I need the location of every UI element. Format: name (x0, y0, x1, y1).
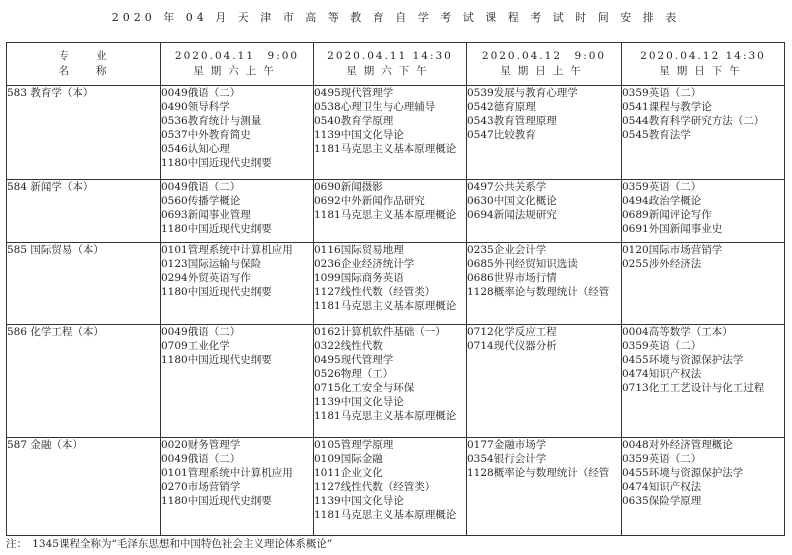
table-row (7, 180, 785, 243)
course-item: 1181马克思主义基本原理概论 (314, 410, 457, 422)
course-item: 1099国际商务英语 (314, 272, 404, 284)
course-item: 0049俄语（二） (161, 453, 241, 465)
course-item: 0690新闻摄影 (314, 181, 383, 193)
session-courses (467, 438, 622, 536)
course-item: 1127线性代数（经管类） (314, 481, 436, 493)
course-item: 0635保险学原理 (622, 495, 702, 507)
course-item: 0490领导科学 (161, 101, 230, 113)
session-weekday: 星期六下午 (346, 65, 434, 77)
session-header (161, 43, 314, 86)
exam-schedule-table (6, 42, 785, 536)
footnote: 注： 1345课程全称为“毛泽东思想和中国特色社会主义理论体系概论” (6, 538, 333, 550)
course-item: 1180中国近现代史纲要 (161, 286, 272, 298)
course-item: 0177金融市场学 (467, 439, 547, 451)
course-item: 0539发展与教育心理学 (467, 87, 578, 99)
course-item: 0694新闻法规研究 (467, 209, 557, 221)
course-item: 0048对外经济管理概论 (622, 439, 733, 451)
course-item: 0560传播学概论 (161, 195, 241, 207)
course-item: 0685外刊经贸知识选读 (467, 258, 578, 270)
major-name: 585 国际贸易（本） (7, 243, 161, 325)
course-item: 1139中国文化导论 (314, 396, 404, 408)
course-item: 0538心理卫生与心理辅导 (314, 101, 436, 113)
course-item: 0455环境与资源保护法学 (622, 467, 744, 479)
session-courses (467, 243, 622, 325)
session-courses (314, 438, 467, 536)
course-item: 0359英语（二） (622, 340, 702, 352)
course-item: 0693新闻事业管理 (161, 209, 251, 221)
course-item: 0116国际贸易地理 (314, 244, 404, 256)
course-item: 0270市场营销学 (161, 481, 241, 493)
course-item: 0547比较教育 (467, 129, 536, 141)
course-item: 0689新闻评论写作 (622, 209, 712, 221)
session-courses (467, 325, 622, 438)
course-item: 0497公共关系学 (467, 181, 547, 193)
course-item: 1128概率论与数理统计（经管 (467, 286, 610, 298)
course-item: 1011企业文化 (314, 467, 383, 479)
course-item: 0120国际市场营销学 (622, 244, 723, 256)
course-item: 0713化工工艺设计与化工过程 (622, 382, 765, 394)
session-courses (622, 86, 785, 180)
page-title: 2020 年 04 月 天 津 市 高 等 教 育 自 学 考 试 课 程 考 试 时 间 安 排 表 (111, 11, 681, 24)
header-row (7, 43, 785, 86)
major-header-bottom: 名 称 (58, 65, 109, 77)
session-courses (314, 325, 467, 438)
course-item: 0474知识产权法 (622, 481, 702, 493)
course-item: 0495现代管理学 (314, 87, 394, 99)
session-courses (161, 243, 314, 325)
course-item: 0709工业化学 (161, 340, 230, 352)
course-item: 1180中国近现代史纲要 (161, 354, 272, 366)
session-datetime: 2020.04.12 9:00 (481, 50, 607, 62)
session-courses (622, 243, 785, 325)
session-weekday: 星期日下午 (659, 65, 747, 77)
course-item: 0049俄语（二） (161, 87, 241, 99)
course-item: 0536教育统计与测量 (161, 115, 262, 127)
major-header (7, 43, 161, 86)
session-courses (161, 325, 314, 438)
course-item: 0236企业经济统计学 (314, 258, 415, 270)
course-item: 0162计算机软件基础（一） (314, 326, 446, 338)
course-item: 1181马克思主义基本原理概论 (314, 300, 457, 312)
course-item: 0359英语（二） (622, 87, 702, 99)
course-item: 0105管理学原理 (314, 439, 394, 451)
session-courses (467, 86, 622, 180)
course-item: 0544教育科学研究方法（二） (622, 115, 765, 127)
course-item: 1128概率论与数理统计（经管 (467, 467, 610, 479)
session-datetime: 2020.04.12 14:30 (640, 50, 766, 62)
course-item: 0101管理系统中计算机应用 (161, 244, 293, 256)
course-item: 1181马克思主义基本原理概论 (314, 509, 457, 521)
course-item: 0540教育学原理 (314, 115, 394, 127)
course-item: 0354银行会计学 (467, 453, 547, 465)
session-courses (314, 243, 467, 325)
session-header (467, 43, 622, 86)
session-courses (314, 86, 467, 180)
session-courses (161, 86, 314, 180)
course-item: 0455环境与资源保护法学 (622, 354, 744, 366)
course-item: 0542德育原理 (467, 101, 536, 113)
course-item: 0692中外新闻作品研究 (314, 195, 425, 207)
course-item: 0712化学反应工程 (467, 326, 557, 338)
table-row (7, 86, 785, 180)
session-courses (622, 325, 785, 438)
session-weekday: 星期六上午 (193, 65, 281, 77)
course-item: 0049俄语（二） (161, 326, 241, 338)
course-item: 1180中国近现代史纲要 (161, 157, 272, 169)
session-courses (622, 180, 785, 243)
session-courses (314, 180, 467, 243)
major-name: 587 金融（本） (7, 438, 161, 536)
course-item: 0537中外教育简史 (161, 129, 251, 141)
course-item: 0123国际运输与保险 (161, 258, 262, 270)
course-item: 0495现代管理学 (314, 354, 394, 366)
course-item: 0686世界市场行情 (467, 272, 557, 284)
major-name: 584 新闻学（本） (7, 180, 161, 243)
course-item: 0109国际金融 (314, 453, 383, 465)
course-item: 0691外国新闻事业史 (622, 223, 723, 235)
course-item: 0541课程与教学论 (622, 101, 712, 113)
course-item: 0494政治学概论 (622, 195, 702, 207)
session-courses (161, 438, 314, 536)
session-header (314, 43, 467, 86)
course-item: 0235企业会计学 (467, 244, 547, 256)
course-item: 0715化工安全与环保 (314, 382, 415, 394)
course-item: 0546认知心理 (161, 143, 230, 155)
course-item: 0543教育管理原理 (467, 115, 557, 127)
course-item: 0359英语（二） (622, 453, 702, 465)
course-item: 0020财务管理学 (161, 439, 241, 451)
session-weekday: 星期日上午 (500, 65, 588, 77)
course-item: 0294外贸英语写作 (161, 272, 251, 284)
course-item: 0255涉外经济法 (622, 258, 702, 270)
course-item: 1181马克思主义基本原理概论 (314, 209, 457, 221)
course-item: 0322线性代数 (314, 340, 383, 352)
session-courses (622, 438, 785, 536)
course-item: 0049俄语（二） (161, 181, 241, 193)
session-courses (467, 180, 622, 243)
course-item: 0545教育法学 (622, 129, 691, 141)
course-item: 0359英语（二） (622, 181, 702, 193)
course-item: 0474知识产权法 (622, 368, 702, 380)
session-datetime: 2020.04.11 14:30 (327, 50, 453, 62)
course-item: 0101管理系统中计算机应用 (161, 467, 293, 479)
session-courses (161, 180, 314, 243)
course-item: 0714现代仪器分析 (467, 340, 557, 352)
major-name: 583 教育学（本） (7, 86, 161, 180)
course-item: 0526物理（工） (314, 368, 394, 380)
course-item: 1181马克思主义基本原理概论 (314, 143, 457, 155)
course-item: 0630中国文化概论 (467, 195, 557, 207)
course-item: 1180中国近现代史纲要 (161, 495, 272, 507)
session-datetime: 2020.04.11 9:00 (174, 50, 300, 62)
course-item: 0004高等数学（工本） (622, 326, 733, 338)
major-name: 586 化学工程（本） (7, 325, 161, 438)
course-item: 1127线性代数（经管类） (314, 286, 436, 298)
session-header (622, 43, 785, 86)
table-row (7, 325, 785, 438)
table-row (7, 243, 785, 325)
table-row (7, 438, 785, 536)
course-item: 1180中国近现代史纲要 (161, 223, 272, 235)
course-item: 1139中国文化导论 (314, 129, 404, 141)
major-header-top: 专 业 (58, 50, 109, 62)
course-item: 1139中国文化导论 (314, 495, 404, 507)
